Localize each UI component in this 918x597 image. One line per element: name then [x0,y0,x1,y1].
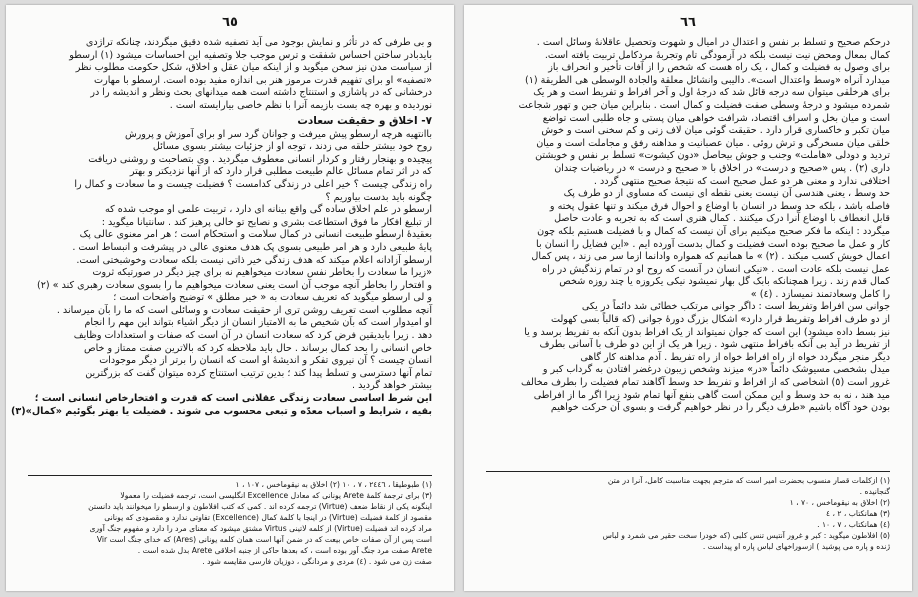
footnote-line: است پس از آن صفات خاص بیعت که در ضمن آنها است همان کلمه یونانی (Ares) که خدای جنگ است Vir [96,535,432,544]
text-line: میدل بشخصی مسیوشک دائماً «در» میزند وشخص زیبون درغضر افتادن به گرداب کبر و [542,364,890,376]
text-line: و بی طرفی که در تأثر و نمایش بوجود می آید تصفیه شده دقیق میگردند، چنانکه تراژدی [85,37,432,48]
footnote-line: (١) ازکلمات قصار منسوب بحضرت امیر است که مترجم بجهت مناسبت کامل، آنرا در متن [607,476,890,485]
text-line: از سیاست مدن نیز سخن میگوید و از اینکه میان عقل و اخلاق، شکل حکومت مطلوب نظر [75,62,432,74]
text-line: نیز بسط داده میشود) این است که جوان نمیتواند از یک افراط بدون آنکه به تفریط برسد و یا [524,326,890,338]
text-line: کمال قدم زند . زیرا همچنانکه بابک گل بهار نمیشود نیکی یکروزه یا چند روزه شخص [559,276,890,288]
text-line: کمال بمعال ومحض نیت نیست بلکه در آزمودگی تام وتجربهٔ مردکامل تربیت یافته است. [544,49,890,61]
footnote-line: مقصود از کلمهٔ فضیلت (Virtue) در اینجا با کلمهٔ کمال (Excellence) تفاوتی ندارد و مقصودی که یونانی [104,513,432,522]
text-line: میان تکبر و خاکساری قرار دارد . حقیقت گوئی میان لاف زنی و کم سخنی است و خوش [541,125,890,137]
text-line: فاصله باشد ، بلکه حد وسط در انسان با اوضاع و احوال فرق میکند و تنها عقول پخته و [549,200,890,212]
text-line: بعقیدهٔ ارسطو طبیعت انسانی در کمال سلامت و استحکام است ؛ هر امر معنوی عالی پک [79,229,432,241]
text-line: است و میان بخل و اسراف اقتصاد، شرافت خواهی میان پستی و جاه طلبی است تواضع [542,112,890,124]
footnote-line: (١) طبوطیقا ، ٢٤٤٦ ، ٧ ، ١٠ (٢) اخلاق به نیقوماخس ، ١٠٧ ، ١ [235,480,432,489]
right-page [464,5,912,591]
text-line: بودن خود آگاه باشیم «طرف دیگر را در نظر خواهیم گرفت و بسوی آن حرکت خواهیم [550,402,890,414]
text-line: اختلافی ندارد و معنی هر دو عمل صحیح است که نتیجهٔ صحیح منتهی گردد . [593,175,890,187]
footnote-line: (٥) افلاطون میگوید : کبر و غرور آنتیس تنس کلبی (که خودرا سخت حقیر می شمرد و لباس [602,531,890,540]
footnote-line: گنجانیده . [859,487,890,496]
text-line: آنچه مطلوب است تعریف روشن تری از حقیقت سعادت و وسائلی است که ما را بآن میرساند . [56,304,432,316]
text-line: عمل نیست بلکه عادت است . «نیکی انسان در آنست که روح او در تمام زندگیش در راه [542,263,890,275]
footnote-separator [486,471,890,472]
text-line: خاص انسانی را بحد کمال برساند . حال باید ملاحظه کرد که بالاترین صفت ممتاز و خاص [83,342,432,354]
text-line: میگردد : اینکه ما فکر صحیح میکنیم برای آن نیست که کمال و با فضیلت هستیم بلکه چون [537,225,890,237]
left-page [6,5,454,591]
footnote-line: (٢) اخلاق به نیقوماخس ، ٧٠ ، ١ [789,498,890,507]
text-line: پیچیده و بهنجار رفتار و کردار انسانی معطوف میگردید . وی بتصاحبت و روشنی دریافت [88,153,432,165]
text-line: جوانی سن افراط وتفریط است : داگر جوانی مرتکب خطائی شد دائماً در یکی [581,301,890,313]
text-line: اعمال خویش کسب میکند . (٢) » ما همانیم که همواره وادانما ازما سر می زند ، پس کمال [531,251,890,263]
footnote-line: ژنده و پاره می پوشید ) ازسوراخهای لباس پاره او پیداست . [702,542,890,551]
footnote-line: مراد کرده اند فضیلت (Virtue) از کلمه لاتینی Virtus مشتق میشود که معنای مرد را دارد و مفهوم جنگ آوری [89,524,432,533]
text-line: او امیدوار است که بآن شخیص ما به الامتیاز انسان از دیگر اشیاء بتواند این مهم را انجام [84,317,432,329]
left-page-body [10,37,432,418]
text-line: که در اثر تمام مسائل عالم طبیعت مطلبی قرار دارد که از آنها نزدیکتر و بهتر [129,166,432,178]
text-line: دهد . زیرا بایدیقین فرض کرد که سعادت انسان در آن است که صفات و استعدادات وظایف [73,330,432,342]
footnote-line: صفت زن می شود . (٤) مردی و مردانگی ، دوزیان فارسی مقایسه شود . [202,557,432,566]
text-line: درحکم صحیح و تسلط بر نفس و اعتدال در امیال و شهوت وتحصیل عاقلانهٔ وسائل است . [536,37,890,48]
footnote-line: Arete صفت مرد جنگ آور بوده است ، که بعدها حاکی از جنبه اخلاقی Arete بدل شده است . [137,546,432,555]
text-line: حد وسط ، یعنی هندسی آن نیست یعنی نقطه ای نیست که مساوی از دو طرف پک [563,188,890,200]
text-line: دیگر منجر میگردد خواه از راه افراط خواه از راه تفریط . آدم مداهنه کار گاهی [580,351,890,363]
text-line: این شرط اساسی سعادت زندگی عقلانی است که قدرت و افتخارخاص انسانی است ؛ [34,393,432,405]
page-number: ٦٥ [222,15,238,30]
text-line: ارسطو در علم اخلاق ساده گی واقع بینانه ای دارد ، تربیت علمی او موجب شده که [105,204,432,216]
text-line: درخشانی که در پاشازی و استنتاج داشته است همه میدانهای بحث ونظر و اندیشه را در [90,87,432,99]
text-line: کار و عمل ما صحیح بوده است فضیلت و کمال بدست آورده ایم . «این فضایل را انسان با [536,238,890,250]
text-line: از تبلیغ افکار ما فوق استطاعت بشری و نصایح تو خالی پرهیز کند . سانتیانا میگوید : [101,216,432,228]
text-line: بیشتر خواهد گردید . [352,380,432,392]
footnote-separator [28,475,432,476]
text-line: روح خود بیشتر حلقه می زدند ، توجه او از جزئیات بیشتر بسوی مسائل [152,141,432,153]
text-line: و افتخار را بخاطر آنچه موجب آن است یعنی سعادت میخواهیم ما را بسوی سعادت رهبری کند » (٢) [36,279,432,291]
text-line: برای هرخلقی میتوان سه درجه قائل شد که درجهٔ اول و آخر افراط و تفریط است و هر یک [533,87,890,99]
text-line: «زیرا ما سعادت را بخاطر نفس سعادت میخواهیم نه برای چیز دیگر در صورتیکه ثروت [92,267,432,279]
text-line: را کامل وسعادتمند نمیسازد . (٤) » [750,288,890,300]
right-footnotes [486,475,890,552]
footnote-line: اینگونه یکی از نقاط ضعف (Virtue) ترجمه کرده اند . کمی که کتب افلاطون و ارسطو را میخوانند باید دانستن [88,502,432,511]
text-line: برای وصول به فضیلت و کمال ، یک راه هست که شخص را از آفات تأخیر و انحراف باز [548,62,890,74]
text-line: نوردیده و بهره چه بست بازیمه آنرا با نظم خاصی بیارایسته است . [169,99,432,111]
text-line: از تفریط در آید بی آنکه بافراط منتهی شود . زیرا هر یک از این دو طرف با آسانی بطرف [539,339,890,351]
text-line: و لی ارسطو میگوید که تعریف سعادت به « خیر مطلق » توضیح واضحات است ؛ [113,292,432,304]
text-line: شمرده میشود و درجهٔ وسطی صفت فضیلت و کمال است . بنابراین میان جبن و تهور شجاعت [518,99,890,111]
text-line: ارسطو آزادانه اعلام میکند که هدف زندگی خیر ذاتی نیست بلکه سعادت وخوشبختی است. [76,254,432,266]
right-page-body [486,37,890,415]
text-line: «تصفیه» او برای تفهیم قدرت مرموز هنر بی اندازه مفید بوده است. ارسطو با مهارت [94,74,432,86]
text-line: چگونه باید بدست بیاوریم ؟ [325,191,432,203]
text-line: تردید و دودلی «هاملت» وجنب و جوش بیحاصل «دون کیشوت» تسلط بر نفس و خویشتن [535,150,890,162]
text-line: غرور است (٥) اشخاصی که از افراط و تفریط حد وسط آگاهند تمام فضیلت را بطرف مخالف [521,377,890,389]
text-line: از دو طرف افراط وتفریط قرار دارد» اشکال بزرگ دورهٔ جوانی (که قالباً بسی کهولت [550,314,890,326]
text-line: مید هند ، نه به حد وسط و این ممکن است گاهی بنفع آنها تمام شود زیرا اگر ما از افراطی [533,389,890,401]
text-line: انسان چیست ؟ آن نیروی تفکر و اندیشهٔ او است که انسان را برتر از دیگر موجودات [99,355,432,367]
section-heading: ٧- اخلاق و حقیقت سعادت [297,114,432,127]
text-line: داری (٢) . پس «صحیح و درست» در اخلاق با « صحیح و درست » در ریاضیات چندان [554,162,890,174]
text-line: راه زندگی چیست ؟ خیر اعلی در زندگی کدامست ؟ فضیلت چیست و ما سعادت و کمال را [74,178,432,190]
text-line: میدارد آنراه «وسط واعتدال است». دالیبی وانشائل معلقة والجادة الوسطی هی الطریقة (١) [524,74,890,86]
page-number: ٦٦ [680,15,696,30]
text-line: بایدبادر ساختن احساس شفقت و ترس موجب جلا وتصفیه این احساسات میشود (١) ارسطو [69,49,432,61]
footnote-line: (٤) همانکتاب ، ٧ ، ١٠ . [817,520,890,529]
footnote-line: (٣) همانکتاب ، ٢ ، ٤ [826,509,890,518]
text-line: باانتهیه هرچه ارسطو پیش میرفت و جوانان گرد سر او برای آموزش و پرورش [124,128,432,140]
text-line: پایهٔ طبیعی دارد و هر امر طبیعی بسوی پک هدف معنوی عالی در پیشرفت و انبساط است . [72,241,432,253]
text-line: تمام آنها دسترسی و تسلط پیدا کند ؛ بدین ترتیب استنتاج کرده میتوان گفت که بزرگترین [85,367,432,379]
footnote-line: (٣) برای ترجمهٔ کلمهٔ Arete یونانی که معادل Excellence انگلیسی است، ترجمه فضیلت را معمولا [120,491,432,500]
text-line: خلقی میان مسخرگی و ترش روئی . میان عصبانیت و مداهنه رفق و مجاملت است و میان [536,137,890,149]
text-line: قابل انعطاف با اوضاع آنرا درک میکنند . کمال هنری است که به تجربه و عادت حاصل [554,213,890,225]
text-line: بقیه ، شرایط و اسباب معدّه و تبعی محسوب می شوند . فضیلت یا بهتر بگوئیم «کمال»(٣) [10,405,432,417]
left-footnotes [28,479,432,567]
